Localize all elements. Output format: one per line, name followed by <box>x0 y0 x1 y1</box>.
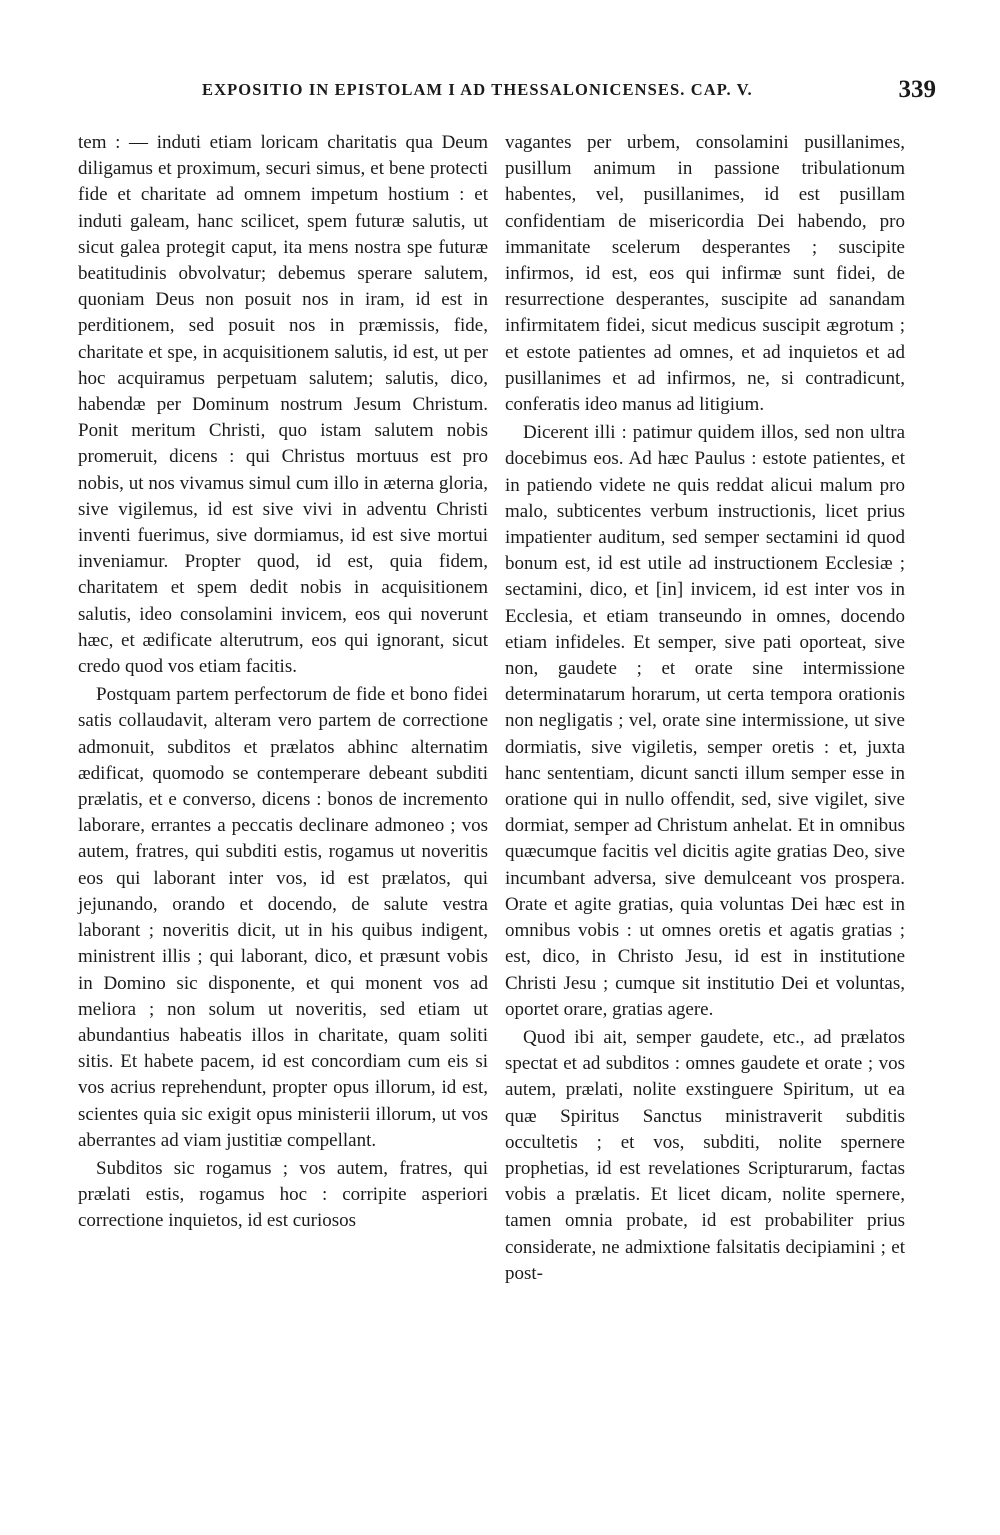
page-number: 339 <box>898 76 936 103</box>
paragraph: vagantes per urbem, consolamini pusillanimes, pusillum animum in passione tribulationum habentes, vel, pusillanimes, id est pusillam confidentiam de misericordia Dei habendo, pro immanitate scelerum desperantes ; suscipite infirmos, id est, eos qui infirmæ sunt fidei, de resurrectione desperantes, suscipite ad sanandam infirmitatem fidei, sicut medicus suscipit ægrotum ; et estote patientes ad omnes, et ad inquietos et ad pusillanimes et ad infirmos, ne, si contradicunt, conferatis ideo manus ad litigium. <box>505 132 905 416</box>
paragraph: Postquam partem perfectorum de fide et bono fidei satis collaudavit, alteram vero partem de correctione admonuit, subditos et prælatos abhinc alternatim ædificat, quomodo se contemperare debeant subditi prælatis, et e converso, dicens : bonos de incremento laborare, errantes a peccatis declinare admoneo ; vos autem, fratres, qui subditi estis, rogamus ut noveritis eos qui laborant inter vos, id est prælatos, qui jejunando, orando et docendo, de salute vestra laborant ; noveritis dicit, ut in his quibus indigent, ministrent illis ; qui laborant, dico, et præsunt vobis in Domino sic disponente, et qui monent vos ad meliora ; non solum ut noveritis, sed etiam ut abundantius habeatis illos in charitate, quam soliti sitis. Et habete pacem, id est concordiam cum eis si vos acrius reprehendunt, propter opus illorum, id est, scientes quia sic exigit opus ministerii illorum, ut vos aberrantes ad viam justitiæ compellant. <box>78 684 488 1151</box>
right-column <box>505 130 905 1287</box>
page-header <box>70 74 938 114</box>
paragraph: Subditos sic rogamus ; vos autem, fratres, qui prælati estis, rogamus hoc : corripite asperiori correctione inquietos, id est curiosos <box>78 1157 488 1232</box>
paragraph: Quod ibi ait, semper gaudete, etc., ad prælatos spectat et ad subditos : omnes gaudete et orate ; vos autem, prælati, nolite exstinguere Spiritum, ut ea quæ Spiritus Sanctus ministraverit subditis occultetis ; et vos, subditi, nolite spernere prophetias, id est revelationes Scripturarum, factas vobis a prælatis. Et licet dicam, nolite spernere, tamen omnia probate, id est probabiliter prius considerate, ne admixtione falsitatis decipiamini ; et post- <box>505 1026 905 1284</box>
left-column <box>78 130 488 1235</box>
paragraph: tem : — induti etiam loricam charitatis qua Deum diligamus et proximum, securi simus, et bene protecti fide et charitate ad omnem impetum hostium : et induti galeam, hanc scilicet, spem futuræ salutis, ut sicut galea protegit caput, ita mens nostra spe futuræ beatitudinis obvolvatur; debemus sperare salutem, quoniam Deus non posuit nos in iram, id est in perditionem, sed posuit nos in præmissis, fide, charitate et spe, in acquisitionem salutis, id est, ut per hoc acquiramus perpetuam salutem; salutis, dico, habendæ per Dominum nostrum Jesum Christum. Ponit meritum Christi, quo istam salutem nobis promeruit, dicens : qui Christus mortuus est pro nobis, ut nos vivamus simul cum illo in æterna gloria, sive vigilemus, id est sive vivi in adventu Christi inventi fuerimus, sive dormiamus, id est sive mortui inveniamur. Propter quod, id est, quia fidem, charitatem et spem dedit nobis in acquisitionem salutis, ideo consolamini invicem, eos qui noverunt hæc, et ædificate alterutrum, eos qui ignorant, sicut credo quod vos etiam facitis. <box>78 132 488 678</box>
running-head: EXPOSITIO IN EPISTOLAM I AD THESSALONICENSES. CAP. V. <box>202 80 753 99</box>
paragraph: Dicerent illi : patimur quidem illos, sed non ultra docebimus eos. Ad hæc Paulus : estote patientes, et in patiendo videte ne quis reddat alicui malum pro malo, subticentes verbum instructionis, licet prius impatienter auditum, sed semper sectamini id quod bonum est, id est utile ad instructionem Ecclesiæ ; sectamini, dico, et [in] invicem, id est inter vos in Ecclesia, et etiam transeundo in omnes, docendo etiam infideles. Et semper, sive pati oporteat, sive non, gaudete ; et orate sine intermissione determinatarum horarum, ut certa tempora orationis non negligatis ; vel, orate sine intermissione, ut sive dormiatis, sive vigiletis, semper oretis : et, juxta hanc sententiam, dicunt sancti illum semper esse in oratione qui in nullo offendit, sed, sive vigilet, sive dormiat, semper ad Christum anhelat. Et in omnibus quæcumque facitis vel dicitis agite gratias Deo, sive incumbant adversa, sive demulceant vos prospera. Orate et agite gratias, quia voluntas Dei hæc est in omnibus vobis : ut omnes oretis et agatis gratias ; est, dico, in Christo Jesu, id est in institutione Christi Jesu ; cumque sit institutio Dei et voluntas, oportet orare, gratias agere. <box>505 422 905 1020</box>
